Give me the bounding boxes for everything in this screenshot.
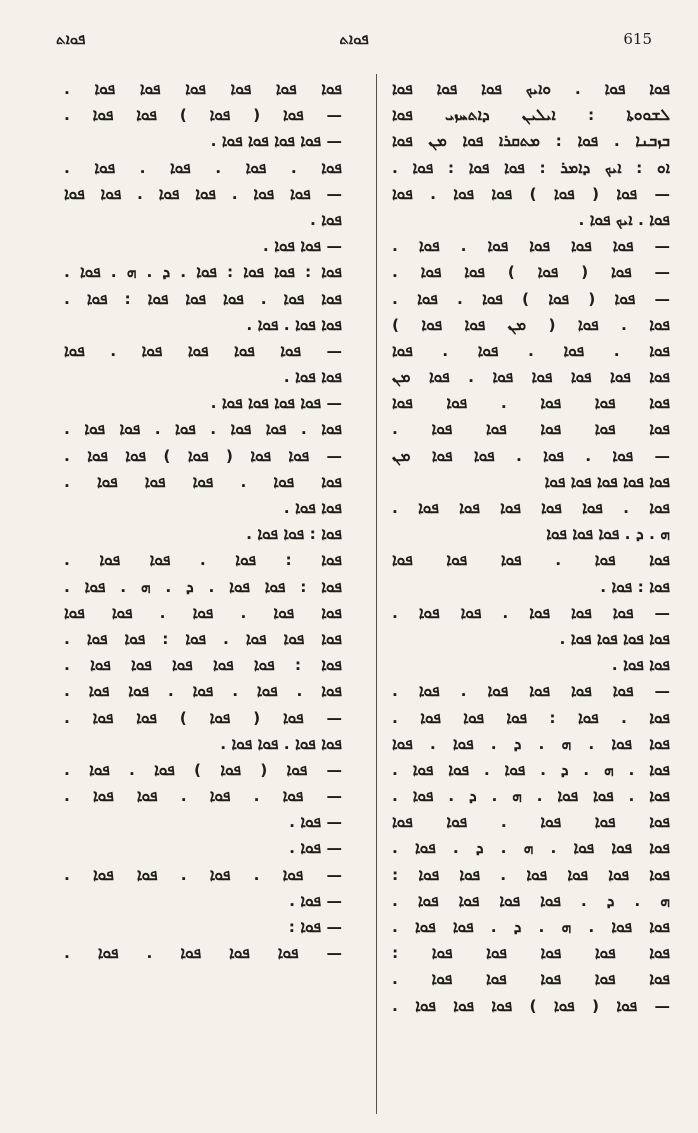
text-line: — ܦܘܐ ܦܘܐ ܦܘܐ ܦܘܐ . ܦܘܐ — [64, 341, 342, 360]
text-line: ܐܘ : ܐܝܟ ܕܐܡܪ : ܦܘܐ ܦܘܐ : ܦܘܐ . — [392, 158, 670, 177]
text-line: ܦܘܐ ܦܘܐ ܦܘܐ . ܦܘܐ ܦܘܐ — [392, 813, 670, 832]
text-line: — ܦܘܐ . ܦܘܐ . ܦܘܐ ܦܘܐ . — [64, 787, 342, 806]
text-line: — ܦܘܐ . — [289, 813, 342, 832]
text-line: ܦܘܐ . ܦܘܐ . ܦܘܐ . ܦܘܐ — [392, 341, 670, 360]
text-line: ܦܘܐ ܦܘܐ ܦܘܐ ܦܘܐ . — [559, 629, 670, 648]
text-line: — ܦܘܐ ܦܘܐ . — [262, 237, 342, 256]
text-line: ܦܘܐ ܦܘܐ ܦܘܐ ܦܘܐ ܦܘܐ . — [392, 420, 670, 439]
text-line: ܦܘܐ ܦܘܐ . ܗ . ܕ . ܦܘܐ . ܦܘܐ — [392, 734, 670, 753]
text-line: ܦܘܐ ܦܘܐ ܦܘܐ ܦܘܐ ܦܘܐ . ܦܘܐ ܡܢ — [392, 368, 670, 387]
text-line: — ܦܘܐ ( ܦܘܐ ) ܦܘܐ . ܦܘܐ . — [392, 289, 670, 308]
text-line: — ܦܘܐ ܦܘܐ ܦܘܐ . ܦܘܐ ܦܘܐ . — [392, 603, 670, 622]
text-line: ܦܘܐ : ܦܘܐ ܦܘܐ . — [246, 525, 342, 544]
text-line: ܦܘܐ ܦܘܐ . ܦܘܐ ܦܘܐ ܦܘܐ — [392, 551, 670, 570]
text-line: ܦܘܐ ܦܘܐ ܦܘܐ . ܦܘܐ : ܦܘܐ ܦܘܐ . — [64, 629, 342, 648]
text-line: ܠܫܘܘܬܐ : ܐܝܠܝܢ ܕܐܬܚܙܝ ܦܘܐ — [392, 106, 670, 125]
text-line: ܦܘܐ ܦܘܐ . — [283, 499, 342, 517]
text-line: ܦܘܐ ܦܘܐ ܦܘܐ . ܗ . ܕ . ܦܘܐ . — [392, 839, 670, 858]
text-line: — ܦܘܐ ܦܘܐ . ܦܘܐ ܦܘܐ . ܦܘܐ ܦܘܐ — [64, 184, 342, 203]
text-line: ܦܘܐ ܦܘܐ . ܦܘܐ ܦܘܐ ܦܘܐ : ܦܘܐ . — [64, 289, 342, 308]
text-line: ܦܘܐ : ܦܘܐ ܦܘܐ ܦܘܐ ܦܘܐ ܦܘܐ . — [64, 656, 342, 675]
text-line: ܦܘܐ ܦܘܐ ܦܘܐ . ܦܘܐ ܦܘܐ — [392, 394, 670, 413]
text-line: — ܦܘܐ ܦܘܐ ܦܘܐ ܦܘܐ . — [210, 394, 342, 413]
text-line: ܦܘܐ : ܦܘܐ . ܦܘܐ ܦܘܐ . — [64, 551, 342, 570]
text-line: ܦܘܐ . ܦܘܐ . ܦܘܐ . ܦܘܐ . — [64, 158, 342, 177]
text-line: — ܦܘܐ ܦܘܐ ܦܘܐ . ܦܘܐ . — [64, 944, 342, 963]
text-line: — ܦܘܐ ܦܘܐ ( ܦܘܐ ) ܦܘܐ ܦܘܐ . — [64, 446, 342, 465]
text-line: ܦܘܐ . ܐܝܟ ܦܘܐ . — [578, 210, 670, 229]
running-head-center: ܦܘܐܬ — [339, 30, 369, 48]
text-line: — ܦܘܐ . — [289, 891, 342, 910]
text-line: ܦܘܐ ܦܘܐ . ܦܘܐ ܦܘܐ . — [220, 734, 342, 753]
text-line: — ܦܘܐ ( ܦܘܐ ) ܦܘܐ . ܦܘܐ . — [64, 760, 342, 779]
text-line: ܦܘܐ : ܦܘܐ ܦܘܐ : ܦܘܐ . ܕ . ܗ . ܦܘܐ . — [64, 263, 342, 282]
text-line: ܦܘܐ ܦܘܐ . ܦܘܐ . ܦܘܐ ܦܘܐ — [64, 603, 342, 622]
text-line: ܦܘܐ ܦܘܐ ܦܘܐ ܦܘܐ . ܦܘܐ ܦܘܐ : — [392, 865, 670, 884]
text-line: — ܦܘܐ . ܦܘܐ . ܦܘܐ ܦܘܐ ܡܢ — [392, 446, 670, 465]
text-line: ܦܘܐ . ܦܘܐ . ܦܘܐ . ܦܘܐ ܦܘܐ . — [64, 682, 342, 701]
text-line: ܦܘܐ ܦܘܐ . ܦܘܐ . — [246, 315, 342, 334]
text-line: ܦܘܐ . ܦܘܐ : ܦܘܐ ܦܘܐ ܦܘܐ . — [392, 708, 670, 727]
left-column — [64, 76, 342, 966]
right-column — [392, 76, 670, 1019]
text-line: ܒܙܒܢܐ . ܦܘܐ : ܡܬܩܪܐ ܦܘܐ ܡܢ ܦܘܐ — [392, 132, 670, 151]
text-line: — ܦܘܐ : — [288, 918, 342, 936]
text-line: ܦܘܐ ܦܘܐ . ܘܐܝܟ ܦܘܐ ܦܘܐ ܦܘܐ — [392, 80, 670, 98]
text-line: — ܦܘܐ ܦܘܐ ܦܘܐ ܦܘܐ . ܦܘܐ . — [392, 237, 670, 256]
text-line: ܦܘܐ ܦܘܐ ܦܘܐ ܦܘܐ ܦܘܐ — [544, 472, 670, 491]
text-line: ܦܘܐ ܦܘܐ . ܗ . ܕ . ܦܘܐ ܦܘܐ . — [392, 918, 670, 936]
text-line: ܦܘܐ . ܦܘܐ ܦܘܐ . ܦܘܐ . ܦܘܐ ܦܘܐ . — [64, 420, 342, 439]
text-line: ܦܘܐ : ܦܘܐ ܦܘܐ . ܕ . ܗ . ܦܘܐ . — [64, 577, 342, 596]
running-head-left: ܦܘܐܬ — [56, 30, 86, 48]
text-line: — ܦܘܐ ( ܦܘܐ ) ܦܘܐ ܦܘܐ . — [64, 708, 342, 727]
text-line: ܦܘܐ . — [309, 210, 342, 229]
text-line: ܦܘܐ ܦܘܐ . ܦܘܐ ܦܘܐ ܦܘܐ . — [64, 472, 342, 491]
text-line: ܦܘܐ ܦܘܐ . — [611, 656, 670, 675]
text-line: — ܦܘܐ ( ܦܘܐ ) ܦܘܐ ܦܘܐ ܦܘܐ . — [392, 996, 670, 1015]
text-line: ܗ . ܕ . ܦܘܐ ܦܘܐ ܦܘܐ ܦܘܐ . — [392, 891, 670, 910]
text-line: ܦܘܐ . ܦܘܐ ܦܘܐ ܦܘܐ ܦܘܐ ܦܘܐ . — [392, 499, 670, 517]
page-number: 615 — [623, 30, 652, 48]
text-line: — ܦܘܐ . — [289, 839, 342, 858]
page-header — [56, 30, 652, 60]
text-line: ܦܘܐ ܦܘܐ ܦܘܐ ܦܘܐ ܦܘܐ ܦܘܐ . — [64, 80, 342, 98]
text-line: ܦܘܐ : ܦܘܐ . — [600, 577, 670, 596]
text-line: ܦܘܐ . ܗ . ܕ . ܦܘܐ . ܦܘܐ ܦܘܐ . — [392, 760, 670, 779]
text-line: — ܦܘܐ ( ܦܘܐ ) ܦܘܐ ܦܘܐ . — [64, 106, 342, 125]
column-divider — [376, 74, 377, 1114]
text-line: ܗ . ܕ . ܦܘܐ ܦܘܐ ܦܘܐ — [546, 525, 670, 544]
text-line: — ܦܘܐ ( ܦܘܐ ) ܦܘܐ ܦܘܐ . ܦܘܐ — [392, 184, 670, 203]
text-line: — ܦܘܐ ܦܘܐ ܦܘܐ ܦܘܐ . ܦܘܐ . — [392, 682, 670, 701]
text-line: ܦܘܐ ܦܘܐ . — [283, 368, 342, 387]
text-line: — ܦܘܐ ܦܘܐ ܦܘܐ ܦܘܐ . — [210, 132, 342, 151]
text-line: — ܦܘܐ . ܦܘܐ . ܦܘܐ ܦܘܐ . — [64, 865, 342, 884]
text-line: ܦܘܐ ܦܘܐ ܦܘܐ ܦܘܐ ܦܘܐ . — [392, 970, 670, 989]
text-line: ܦܘܐ ܦܘܐ ܦܘܐ ܦܘܐ ܦܘܐ : — [392, 944, 670, 963]
text-line: — ܦܘܐ ( ܦܘܐ ) ܦܘܐ ܦܘܐ . — [392, 263, 670, 282]
text-line: ܦܘܐ . ܦܘܐ ܦܘܐ . ܗ . ܕ . ܦܘܐ . — [392, 787, 670, 806]
text-line: ܦܘܐ . ܦܘܐ ( ܡܢ ܦܘܐ ܦܘܐ ) — [392, 315, 670, 334]
